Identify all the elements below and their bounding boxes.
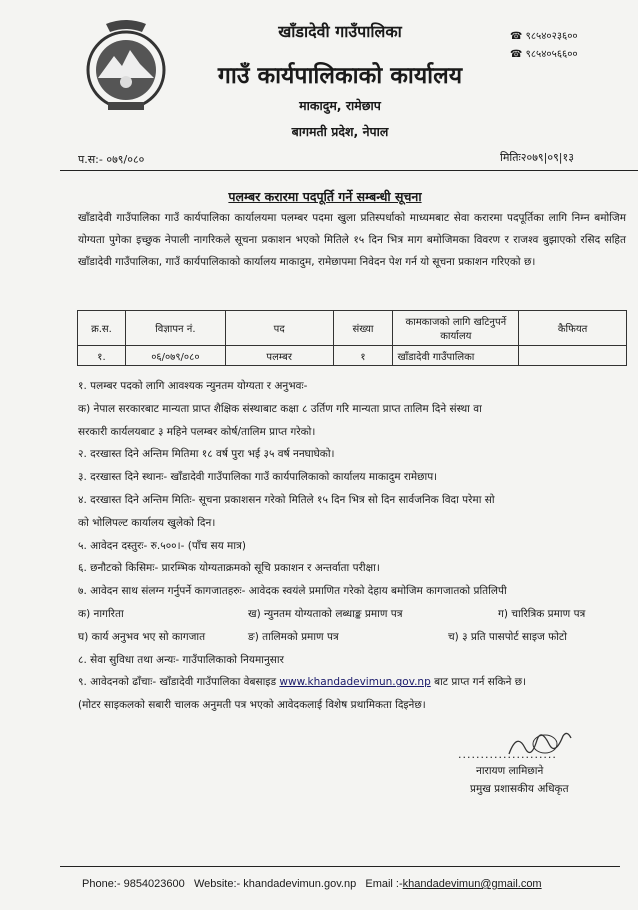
footer-divider <box>60 866 620 867</box>
table-cell: पलम्बर <box>225 346 333 366</box>
list-item: २. दरखास्त दिने अन्तिम मितिमा १८ वर्ष पुरा भई ३५ वर्ष ननघाघेको। <box>78 448 335 461</box>
document-item: क) नागरिता <box>78 607 124 620</box>
list-item: ६. छनौटको किसिमः- प्रारम्भिक योग्यताक्रमको सूचि प्रकाशन र अन्तर्वाता परीक्षा। <box>78 562 380 575</box>
table-header-cell: क्र.स. <box>78 311 126 346</box>
table-cell: खाँडादेवी गाउँपालिका <box>393 346 519 366</box>
list-item: १. पलम्बर पदको लागि आवश्यक न्युनतम योग्यता र अनुभवः- <box>78 380 308 392</box>
document-item: ख) न्युनतम योग्यताको लब्धाङ्क प्रमाण पत्र <box>248 607 403 620</box>
notice-date: मितिः२०७९|०९|१३ <box>500 151 574 164</box>
table-row <box>78 346 627 366</box>
municipality-name: खाँडादेवी गाउँपालिका <box>278 22 402 41</box>
notice-intro: खाँडादेवी गाउँपालिका गाउँ कार्यपालिका कार्यालयमा पलम्बर पदमा खुला प्रतिस्पर्धाको माध्यमबाट सेवा करारमा पदपूर्तिका लागि निम्न बमोजिम योग्यता पुगेका इच्छुक नेपाली नागरिकले सूचना प्रकाशन भएको मितिले १५ दिन भित्र माग बमोजिमका विवरण र राजश्व बुझाएको रसिद सहित खाँडादेवी गाउँपालिका, गाउँ कार्यपालिकाको कार्यालय माकादुम, रामेछापमा निवेदन पेश गर्न यो सूचना प्रकाशन गरिएको छ। <box>78 212 626 268</box>
signature-line: ...................... <box>458 748 557 761</box>
document-item: ग) चारित्रिक प्रमाण पत्र <box>498 607 586 620</box>
footer-website[interactable]: Website:- khandadevimun.gov.np <box>193 878 357 890</box>
document-item: च) ३ प्रति पासपोर्ट साइज फोटो <box>448 630 567 643</box>
requirements-list <box>78 375 628 694</box>
signatory-name: नारायण लामिछाने <box>476 765 544 777</box>
signatory-title: प्रमुख प्रशासकीय अधिकृत <box>470 783 569 795</box>
office-province: बागमती प्रदेश, नेपाल <box>291 124 389 139</box>
document-item: घ) कार्य अनुभव भए सो कागजात <box>78 630 206 643</box>
office-name: गाउँ कार्यपालिकाको कार्यालय <box>217 63 463 89</box>
priority-note: (मोटर साइकलको सबारी चालक अनुमती पत्र भएको आवेदकलाई विशेष प्रथामिकता दिइनेछ। <box>78 699 426 711</box>
documents-row <box>78 603 628 626</box>
reference-number: प.स:- ०७९/०८० <box>78 153 145 166</box>
list-item: ३. दरखास्त दिने स्थानः- खाँडादेवी गाउँपालिका गाउँ कार्यपालिकाको कार्यालय माकादुम रामेछाप। <box>78 471 438 484</box>
table-header-row <box>78 311 627 346</box>
list-item: को भोलिपल्ट कार्यालय खुलेको दिन। <box>78 516 216 529</box>
list-item: ८. सेवा सुविधा तथा अन्यः- गाउँपालिकाको नियमानुसार <box>78 653 284 666</box>
table-cell: १. <box>78 346 126 366</box>
list-item: ५. आवेदन दस्तुरः- रु.५००।- (पाँच सय मात्र) <box>78 539 246 552</box>
phone-number-1: ☎ ९८५४०२३६०० <box>510 31 578 42</box>
notice-subject: पलम्बर करारमा पदपूर्ति गर्ने सम्बन्धी सूचना <box>228 189 422 204</box>
document-item: ङ) तालिमको प्रमाण पत्र <box>248 630 339 643</box>
footer-contact <box>82 878 542 890</box>
footer-phone: Phone:- 9854023600 <box>82 878 185 890</box>
list-item <box>78 671 628 694</box>
table-cell: १ <box>333 346 393 366</box>
list-item: सरकारी कार्यलयबाट ३ महिने पलम्बर कोर्ष/तालिम प्राप्त गरेको। <box>78 425 316 438</box>
phone-number-2: ☎ ९८५४०५६६०० <box>510 49 578 60</box>
table-header-cell: विज्ञापन नं. <box>125 311 225 346</box>
table-cell: ०६/०७९/०८० <box>125 346 225 366</box>
item9-suffix: बाट प्राप्त गर्न सकिने छ। <box>430 676 527 689</box>
list-item: ४. दरखास्त दिने अन्तिम मितिः- सूचना प्रकाशसन गरेको मितिले १५ दिन भित्र सो दिन सार्वजनिक विदा परेमा सो <box>78 493 495 506</box>
list-item: ७. आवेदन साथ संलग्न गर्नुपर्ने कागजातहरुः- आवेदक स्वयंले प्रमाणित गरेको देहाय बमोजिम कागजातको प्रतिलिपी <box>78 585 507 598</box>
footer-email[interactable]: khandadevimun@gmail.com <box>402 878 542 890</box>
table-header-cell: कामकाजको लागि खटिनुपर्ने कार्यालय <box>393 311 519 346</box>
table-header-cell: कैफियत <box>519 311 627 346</box>
documents-row <box>78 626 628 649</box>
item9-prefix: ९. आवेदनको ढाँचाः- खाँडादेवी गाउँपालिका वेबसाइड <box>78 676 280 689</box>
table-header-cell: संख्या <box>333 311 393 346</box>
header-divider <box>60 170 638 171</box>
list-item: क) नेपाल सरकारबाट मान्यता प्राप्त शैक्षिक संस्थाबाट कक्षा ८ उर्तिण गरि मान्यता प्राप्त तालिम दिने संस्था वा <box>78 402 482 415</box>
footer-email-label: Email :- <box>365 878 403 890</box>
table-cell <box>519 346 627 366</box>
table-header-cell: पद <box>225 311 333 346</box>
office-location: माकादुम, रामेछाप <box>299 98 381 113</box>
website-link[interactable]: www.khandadevimun.gov.np <box>279 676 431 689</box>
vacancy-table <box>77 310 627 366</box>
